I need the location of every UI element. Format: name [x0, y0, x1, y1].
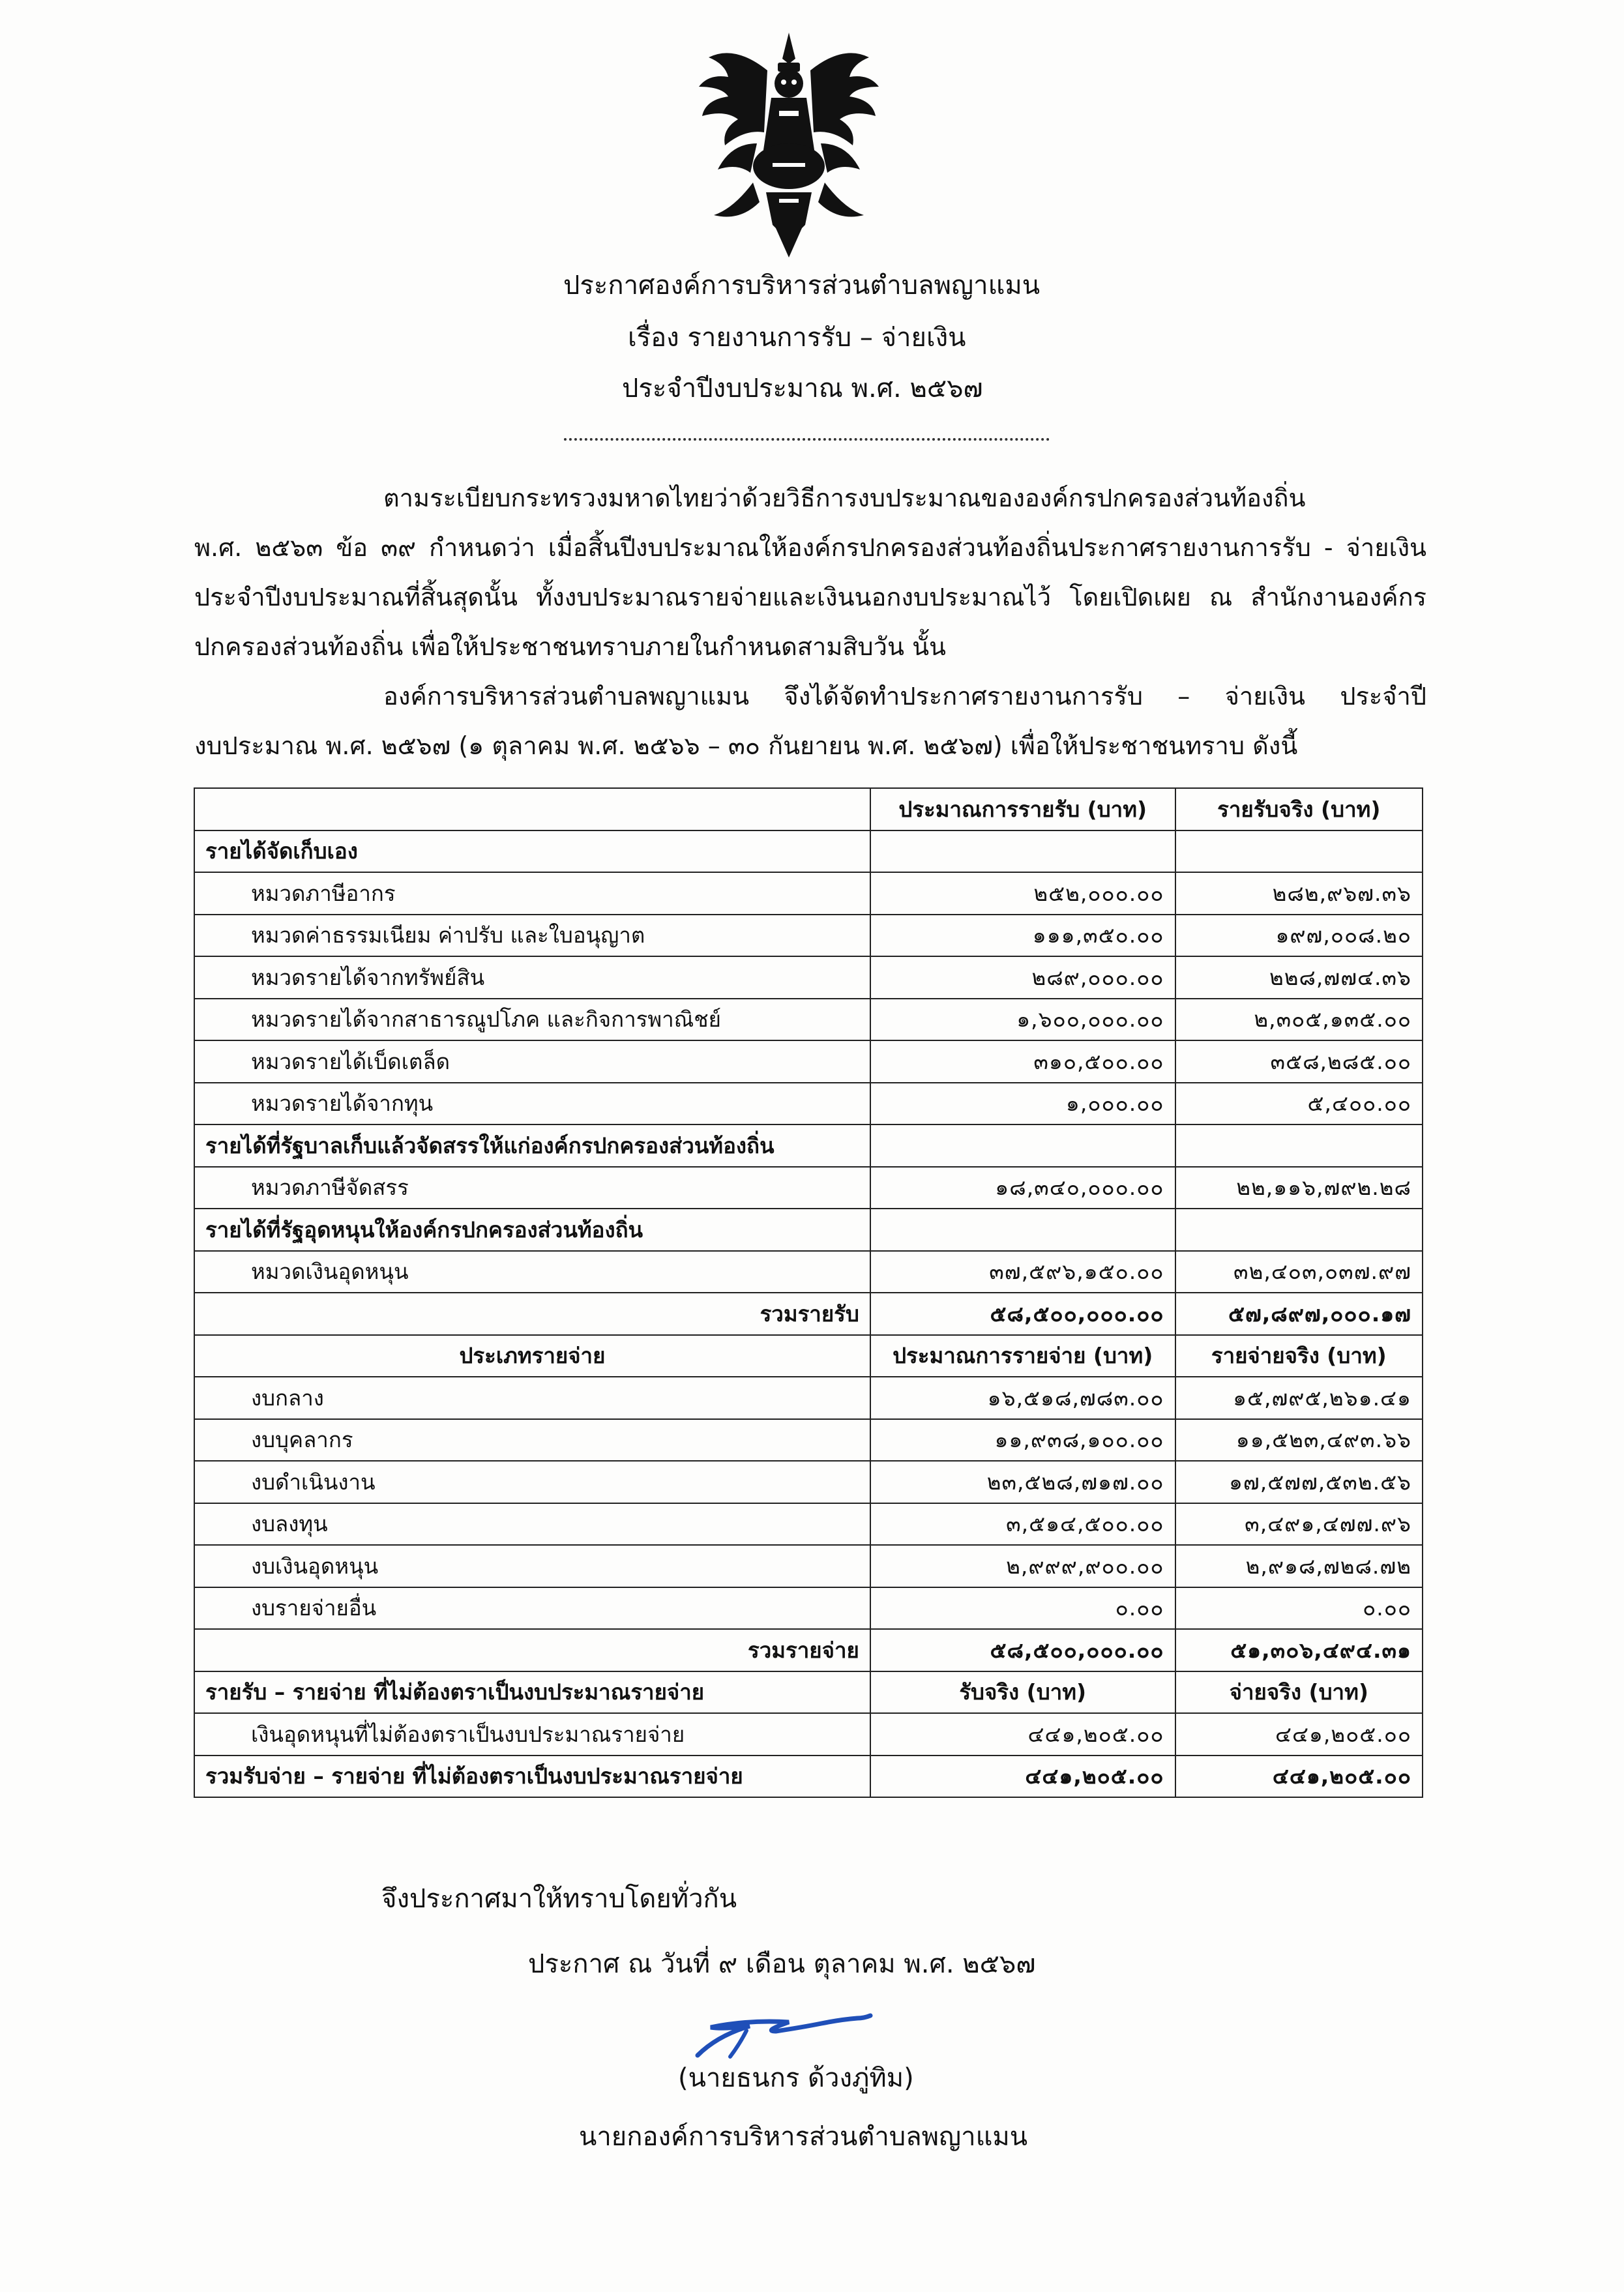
signer-name: (นายธนกร ด้วงภู่ทิม) [678, 2063, 914, 2093]
signer-title: นายกองค์การบริหารส่วนตำบลพญาแมน [579, 2122, 1028, 2152]
header-divider [564, 438, 1050, 441]
section-title-row: รายได้จัดเก็บเอง [194, 830, 1423, 873]
table-row: หมวดรายได้จากทรัพย์สิน ๒๘๙,๐๐๐.๐๐ ๒๒๘,๗๗๔.๓๖ [194, 956, 1423, 999]
signature-icon [685, 2005, 900, 2063]
body-line: ประจำปีงบประมาณที่สิ้นสุดนั้น ทั้งงบประมาณรายจ่ายและเงินนอกงบประมาณไว้ โดยเปิดเผย ณ สำนักงานองค์กร [194, 583, 1426, 611]
section-title-row: รายได้ที่รัฐบาลเก็บแล้วจัดสรรให้แก่องค์กรปกครองส่วนท้องถิ่น [194, 1124, 1423, 1167]
nonbudget-total-row: รวมรับจ่าย – รายจ่าย ที่ไม่ต้องตราเป็นงบประมาณรายจ่าย ๔๔๑,๒๐๕.๐๐ ๔๔๑,๒๐๕.๐๐ [194, 1756, 1423, 1798]
table-row: หมวดภาษีจัดสรร ๑๘,๓๔๐,๐๐๐.๐๐ ๒๒,๑๑๖,๗๙๒.๒๘ [194, 1167, 1423, 1209]
table-row: หมวดค่าธรรมเนียม ค่าปรับ และใบอนุญาต ๑๑๑,๓๕๐.๐๐ ๑๙๗,๐๐๘.๒๐ [194, 915, 1423, 957]
table-row: หมวดรายได้จากสาธารณูปโภค และกิจการพาณิชย์ ๑,๖๐๐,๐๐๐.๐๐ ๒,๓๐๕,๑๓๕.๐๐ [194, 999, 1423, 1041]
table-row: งบดำเนินงาน ๒๓,๕๒๘,๗๑๗.๐๐ ๑๗,๕๗๗,๕๓๒.๕๖ [194, 1461, 1423, 1503]
announce-text: จึงประกาศมาให้ทราบโดยทั่วกัน [381, 1884, 737, 1914]
table-row: หมวดรายได้เบ็ดเตล็ด ๓๑๐,๕๐๐.๐๐ ๓๕๘,๒๘๕.๐๐ [194, 1040, 1423, 1083]
body-line: องค์การบริหารส่วนตำบลพญาแมน จึงได้จัดทำประกาศรายงานการรับ – จ่ายเงิน ประจำปี [383, 682, 1426, 711]
body-line: พ.ศ. ๒๕๖๓ ข้อ ๓๙ กำหนดว่า เมื่อสิ้นปีงบประมาณให้องค์กรปกครองส่วนท้องถิ่นประกาศรายงานการรับ - จ่ายเงิน [194, 533, 1426, 562]
nonbudget-header-row: รายรับ – รายจ่าย ที่ไม่ต้องตราเป็นงบประมาณรายจ่าย รับจริง (บาท) จ่ายจริง (บาท) [194, 1671, 1423, 1714]
section-title-row: รายได้ที่รัฐอุดหนุนให้องค์กรปกครองส่วนท้องถิ่น [194, 1209, 1423, 1251]
table-row: หมวดเงินอุดหนุน ๓๗,๕๙๖,๑๕๐.๐๐ ๓๒,๔๐๓,๐๓๗.๙๗ [194, 1251, 1423, 1293]
expense-header-row: ประเภทรายจ่าย ประมาณการรายจ่าย (บาท) รายจ่ายจริง (บาท) [194, 1335, 1423, 1377]
income-total-row: รวมรายรับ ๕๘,๕๐๐,๐๐๐.๐๐ ๕๗,๘๙๗,๐๐๐.๑๗ [194, 1293, 1423, 1335]
table-row: งบลงทุน ๓,๕๑๔,๕๐๐.๐๐ ๓,๔๙๑,๔๗๗.๙๖ [194, 1503, 1423, 1546]
expense-total-row: รวมรายจ่าย ๕๘,๕๐๐,๐๐๐.๐๐ ๕๑,๓๐๖,๔๙๔.๓๑ [194, 1629, 1423, 1671]
income-header-row: ประมาณการรายรับ (บาท) รายรับจริง (บาท) [194, 788, 1423, 830]
garuda-emblem-icon [694, 33, 883, 257]
table-row: งบรายจ่ายอื่น ๐.๐๐ ๐.๐๐ [194, 1587, 1423, 1630]
table-row: งบเงินอุดหนุน ๒,๙๙๙,๙๐๐.๐๐ ๒,๙๑๘,๗๒๘.๗๒ [194, 1545, 1423, 1587]
announce-date: ประกาศ ณ วันที่ ๙ เดือน ตุลาคม พ.ศ. ๒๕๖๗ [528, 1949, 1036, 1979]
table-row: หมวดภาษีอากร ๒๕๒,๐๐๐.๐๐ ๒๘๒,๙๖๗.๓๖ [194, 872, 1423, 915]
table-row: เงินอุดหนุนที่ไม่ต้องตราเป็นงบประมาณรายจ่าย ๔๔๑,๒๐๕.๐๐ ๔๔๑,๒๐๕.๐๐ [194, 1713, 1423, 1756]
income-expense-table [194, 787, 1423, 1798]
body-line: ตามระเบียบกระทรวงมหาดไทยว่าด้วยวิธีการงบประมาณขององค์กรปกครองส่วนท้องถิ่น [383, 484, 1306, 512]
table-row: งบกลาง ๑๖,๕๑๘,๗๘๓.๐๐ ๑๕,๗๙๕,๒๖๑.๔๑ [194, 1377, 1423, 1419]
body-line: ปกครองส่วนท้องถิ่น เพื่อให้ประชาชนทราบภายในกำหนดสามสิบวัน นั้น [194, 632, 947, 661]
table-row: งบบุคลากร ๑๑,๙๓๘,๑๐๐.๐๐ ๑๑,๕๒๓,๔๙๓.๖๖ [194, 1419, 1423, 1462]
table-row: หมวดรายได้จากทุน ๑,๐๐๐.๐๐ ๕,๔๐๐.๐๐ [194, 1083, 1423, 1125]
intro-paragraph [194, 473, 1426, 771]
body-line: งบประมาณ พ.ศ. ๒๕๖๗ (๑ ตุลาคม พ.ศ. ๒๕๖๖ – ๓๐ กันยายน พ.ศ. ๒๕๖๗) เพื่อให้ประชาชนทราบ ดังนี้ [194, 731, 1298, 760]
